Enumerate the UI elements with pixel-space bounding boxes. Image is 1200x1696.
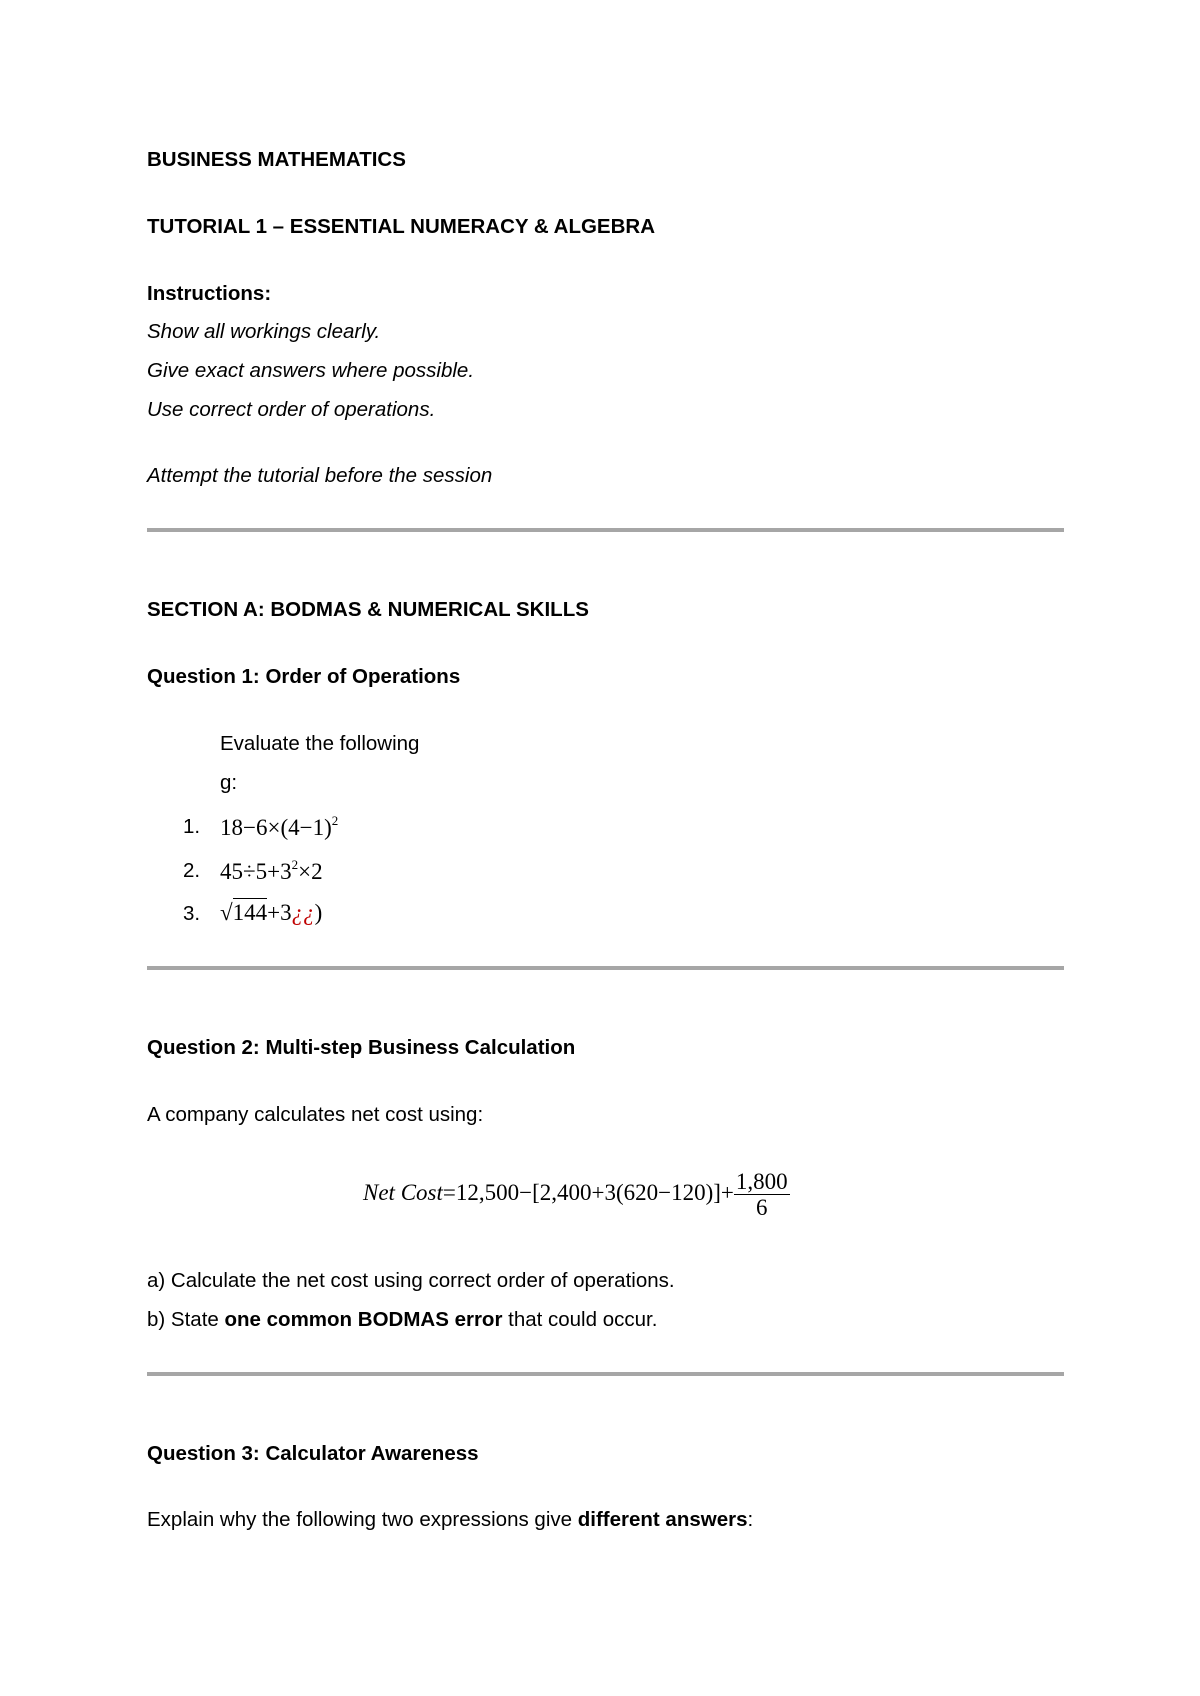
- expression-3-body: +3: [267, 900, 292, 925]
- fraction-numerator: 1,800: [735, 1169, 788, 1194]
- q3-emphasis: different answers: [577, 1508, 748, 1531]
- sqrt-symbol: √: [220, 900, 233, 925]
- list-number: 3.: [183, 902, 201, 925]
- question-3-heading: Question 3: Calculator Awareness: [147, 1442, 479, 1465]
- expression-1: [220, 814, 338, 839]
- instructions-heading: Instructions:: [147, 282, 272, 305]
- expression-3: [220, 901, 322, 924]
- instruction-item: Show all workings clearly.: [147, 320, 381, 343]
- instruction-item: Give exact answers where possible.: [147, 359, 475, 382]
- question-1-intro: Evaluate the following: [220, 732, 420, 755]
- horizontal-divider: [147, 528, 1064, 532]
- formula-rhs: =12,500−[2,400+3(620−120)]+: [442, 1179, 734, 1205]
- expression-2-body: 45÷5+3: [220, 859, 292, 884]
- q3-prefix: Explain why the following two expressions give: [147, 1508, 578, 1531]
- formula-lhs: Net Cost: [363, 1179, 443, 1205]
- exponent: 2: [331, 813, 339, 828]
- horizontal-divider: [147, 966, 1064, 970]
- question-1-intro-wrap: g:: [220, 771, 238, 794]
- broken-glyph: ¿¿: [291, 900, 315, 925]
- radicand: 144: [232, 900, 268, 925]
- instruction-item: Use correct order of operations.: [147, 398, 436, 421]
- attempt-note: Attempt the tutorial before the session: [147, 464, 493, 487]
- exponent: 2: [291, 857, 299, 872]
- tutorial-title: TUTORIAL 1 – ESSENTIAL NUMERACY & ALGEBRA: [147, 215, 656, 238]
- expression-3-tail: ): [314, 900, 323, 925]
- expression-2: [220, 858, 323, 883]
- list-number: 2.: [183, 859, 201, 882]
- question-2-heading: Question 2: Multi-step Business Calculation: [147, 1036, 576, 1059]
- course-title: BUSINESS MATHEMATICS: [147, 148, 406, 171]
- question-1-heading: Question 1: Order of Operations: [147, 665, 461, 688]
- fraction: [734, 1170, 790, 1219]
- list-number: 1.: [183, 815, 201, 838]
- section-a-heading: SECTION A: BODMAS & NUMERICAL SKILLS: [147, 598, 589, 621]
- horizontal-divider: [147, 1372, 1064, 1376]
- question-2-part-b: [147, 1310, 657, 1331]
- question-2-intro: A company calculates net cost using:: [147, 1103, 484, 1126]
- part-b-suffix: that could occur.: [502, 1308, 658, 1331]
- question-3-text: [147, 1510, 753, 1531]
- question-2-part-a: a) Calculate the net cost using correct order of operations.: [147, 1269, 675, 1292]
- expression-2-tail: ×2: [298, 859, 323, 884]
- fraction-denominator: 6: [756, 1195, 768, 1220]
- q3-suffix: :: [747, 1508, 754, 1531]
- part-b-prefix: b) State: [147, 1308, 225, 1331]
- net-cost-formula: [363, 1170, 790, 1219]
- part-b-emphasis: one common BODMAS error: [224, 1308, 503, 1331]
- expression-1-body: 18−6×(4−1): [220, 815, 332, 840]
